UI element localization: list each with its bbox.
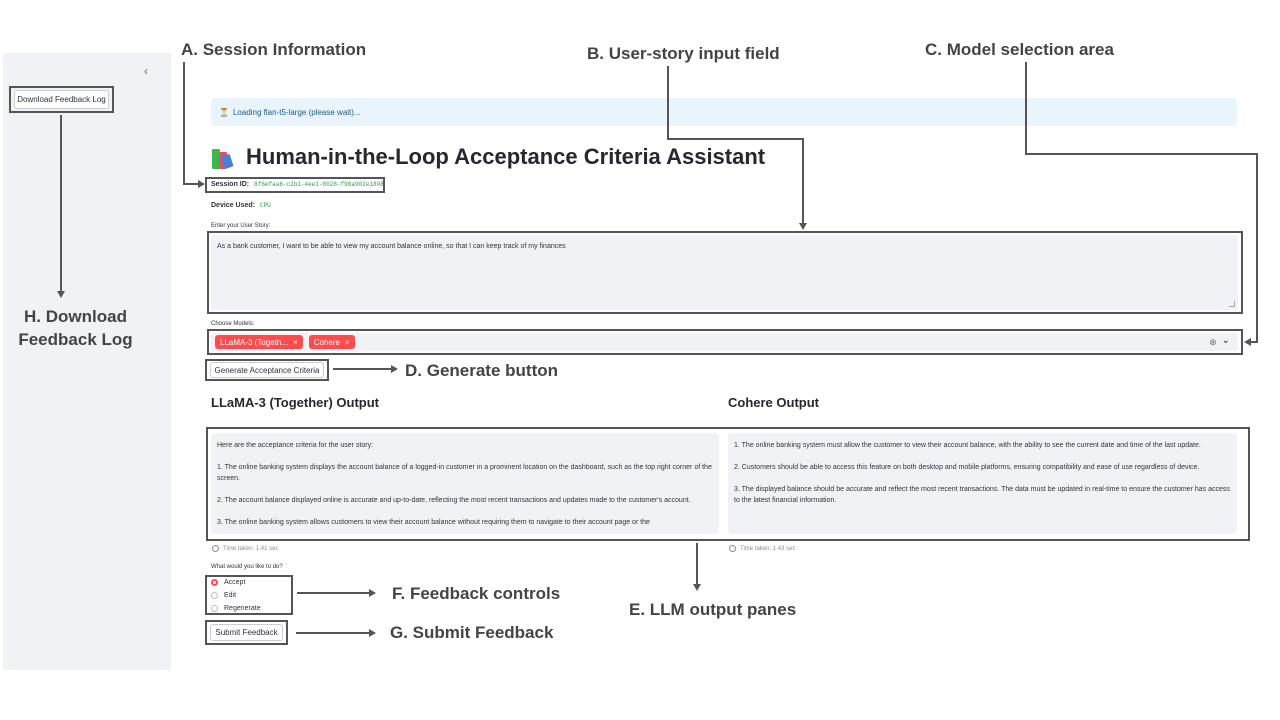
connector-h	[60, 115, 62, 292]
submit-feedback-button[interactable]: Submit Feedback	[210, 624, 283, 641]
annotation-e: E. LLM output panes	[629, 600, 797, 619]
feedback-question: What would you like to do?	[211, 564, 283, 570]
collapse-sidebar-icon[interactable]: ‹	[144, 64, 148, 78]
model-multiselect[interactable]	[211, 333, 1238, 351]
chevron-down-icon[interactable]: ⌄	[1221, 334, 1230, 346]
output-header-cohere: Cohere Output	[728, 395, 819, 410]
story-label: Enter your User Story:	[211, 223, 271, 229]
connector-g	[296, 632, 369, 634]
annotation-c: C. Model selection area	[925, 40, 1114, 59]
arrowhead-h	[57, 291, 65, 298]
output-pane-llama	[211, 433, 719, 534]
time-taken-llama	[212, 545, 278, 552]
radio-selected-icon	[211, 579, 218, 586]
output-paragraph: 2. The account balance displayed online is accurate and up-to-date, reflecting the most recent transactions and updates made to the customer's account.	[217, 497, 691, 504]
output-paragraph: 1. The online banking system must allow the customer to view their account balance, with the ability to see the current date and time of the last update.	[734, 442, 1201, 449]
model-tag-label: Cohere	[313, 337, 340, 347]
time-taken-text: Time taken: 1.41 sec	[223, 545, 279, 552]
radio-accept[interactable]	[211, 576, 261, 589]
page-title	[212, 144, 765, 170]
annotation-b: B. User-story input field	[587, 44, 780, 63]
session-id-value: 8f6efaa6-c2b1-4ee1-8028-f98a902e1808	[254, 181, 384, 188]
remove-tag-icon[interactable]: ×	[293, 337, 298, 347]
user-story-input[interactable]	[211, 235, 1238, 310]
stopwatch-icon	[729, 545, 736, 552]
hourglass-icon: ⏳	[219, 107, 229, 117]
model-tag-label: LLaMA-3 (Togeth...	[220, 337, 289, 347]
arrowhead-f	[369, 589, 376, 597]
session-label: Session ID:	[211, 181, 250, 188]
time-taken-text: Time taken: 1.43 sec	[740, 545, 796, 552]
annotation-h: H. Download Feedback Log	[18, 307, 133, 349]
arrowhead-c	[1244, 338, 1251, 346]
feedback-radio-group	[211, 576, 261, 615]
session-info	[211, 181, 384, 188]
arrowhead-a	[198, 180, 205, 188]
books-icon	[212, 145, 238, 169]
models-label: Choose Models:	[211, 321, 255, 327]
connector-f	[297, 592, 369, 594]
connector-a	[183, 183, 199, 185]
connector-b	[802, 138, 804, 224]
radio-label: Regenerate	[224, 605, 261, 612]
output-paragraph: 3. The displayed balance should be accurate and reflect the most recent transactions. The data must be updated in real-time to ensure the customer has access to the latest financial information.	[734, 486, 1230, 504]
loading-alert	[211, 98, 1237, 126]
stopwatch-icon	[212, 545, 219, 552]
arrowhead-b	[799, 223, 807, 230]
output-paragraph: 2. Customers should be able to access this feature on both desktop and mobile platforms, ensuring compatibility and ease of use regardless of device.	[734, 464, 1200, 471]
annotation-g: G. Submit Feedback	[390, 623, 554, 642]
download-feedback-log-button[interactable]: Download Feedback Log	[14, 90, 109, 109]
radio-label: Accept	[224, 579, 246, 586]
connector-c	[1025, 62, 1027, 154]
time-taken-cohere	[729, 545, 795, 552]
device-value: CPU	[259, 202, 271, 209]
user-story-text: As a bank customer, I want to be able to view my account balance online, so that I can keep track of my finances	[217, 243, 566, 250]
loading-text: Loading flan-t5-large (please wait)...	[232, 107, 361, 117]
radio-label: Edit	[224, 592, 237, 599]
connector-a	[183, 62, 185, 184]
sidebar	[3, 53, 171, 670]
annotation-f: F. Feedback controls	[392, 584, 561, 603]
radio-regenerate[interactable]	[211, 602, 261, 615]
remove-tag-icon[interactable]: ×	[344, 337, 350, 347]
annotation-a: A. Session Information	[181, 40, 367, 59]
arrowhead-g	[369, 629, 376, 637]
output-pane-cohere	[728, 433, 1237, 534]
connector-e	[696, 543, 698, 585]
page-title-text: Human-in-the-Loop Acceptance Criteria Assistant	[246, 144, 766, 169]
device-info	[211, 202, 271, 209]
radio-unselected-icon	[211, 605, 218, 612]
model-tag-cohere[interactable]	[309, 335, 355, 349]
output-paragraph: 1. The online banking system displays the account balance of a logged-in customer in a prominent location on the dashboard, such as the top right corner of the screen.	[217, 464, 712, 482]
device-label: Device Used:	[211, 202, 255, 209]
connector-c	[1251, 341, 1258, 343]
radio-unselected-icon	[211, 592, 218, 599]
generate-criteria-button[interactable]: Generate Acceptance Criteria	[210, 362, 324, 378]
annotation-d: D. Generate button	[405, 361, 559, 380]
output-header-llama: LLaMA-3 (Together) Output	[211, 395, 380, 410]
connector-c	[1025, 153, 1258, 155]
connector-b	[667, 66, 669, 139]
connector-b	[667, 138, 804, 140]
model-tag-llama[interactable]	[215, 335, 303, 349]
clear-selection-icon[interactable]: ⊗	[1209, 336, 1217, 347]
connector-c	[1256, 153, 1258, 343]
radio-edit[interactable]	[211, 589, 261, 602]
connector-d	[333, 368, 391, 370]
output-paragraph: Here are the acceptance criteria for the user story:	[217, 442, 374, 449]
output-paragraph: 3. The online banking system allows customers to view their account balance without requiring them to navigate to their account page or the	[217, 519, 650, 526]
arrowhead-e	[693, 584, 701, 591]
arrowhead-d	[391, 365, 398, 373]
resize-handle-icon[interactable]	[1229, 301, 1235, 307]
